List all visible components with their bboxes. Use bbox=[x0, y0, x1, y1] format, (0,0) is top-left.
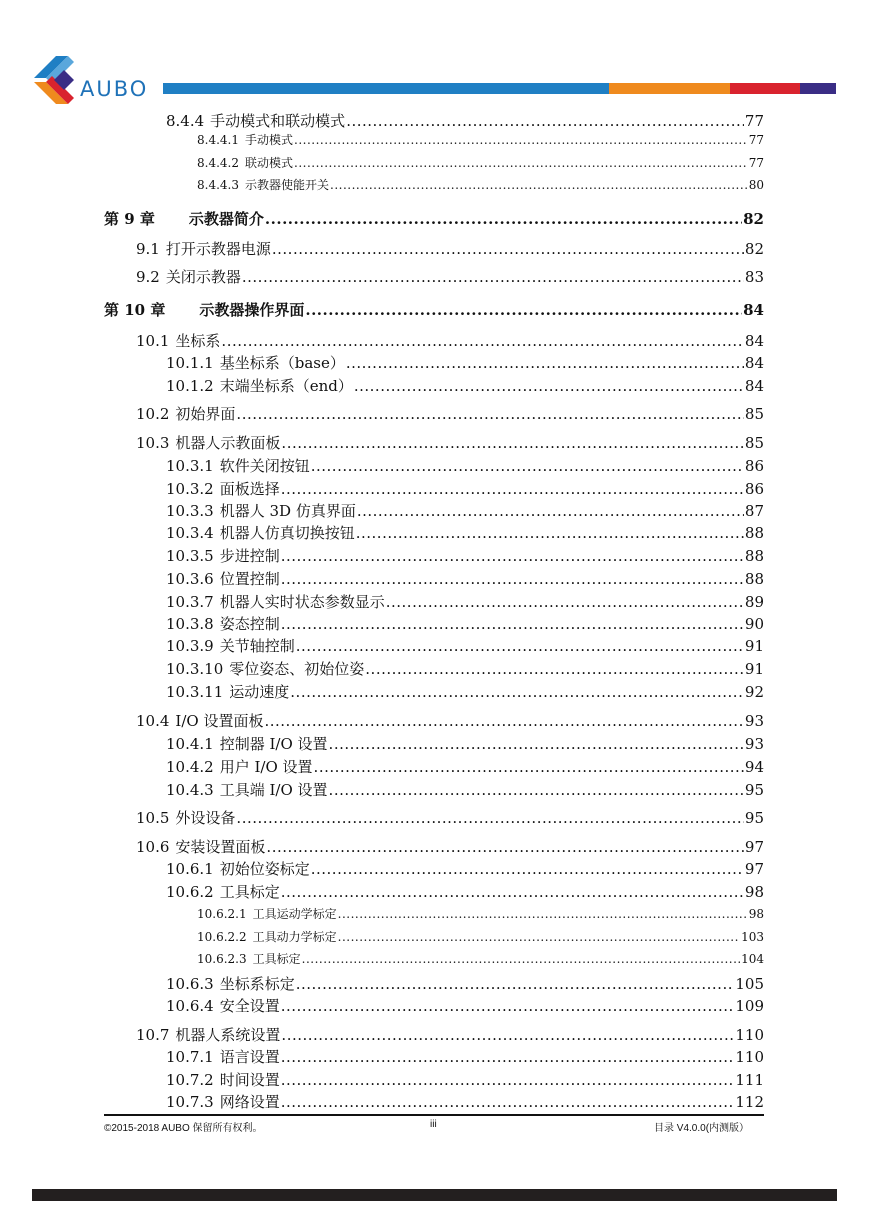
toc-entry-leader bbox=[338, 930, 740, 944]
toc-entry-number: 9.1 bbox=[136, 240, 160, 258]
toc-entry[interactable] bbox=[136, 710, 764, 731]
toc-entry-leader bbox=[354, 377, 744, 395]
toc-entry-leader bbox=[346, 354, 744, 372]
toc-entry-title: 面板选择 bbox=[219, 480, 280, 498]
toc-entry-page: 84 bbox=[744, 377, 764, 395]
toc-entry-number: 10.7 bbox=[136, 1026, 170, 1044]
toc-entry-leader bbox=[311, 860, 744, 878]
toc-entry[interactable] bbox=[197, 131, 764, 148]
toc-entry[interactable] bbox=[136, 432, 764, 453]
toc-entry-number: 第 10 章 bbox=[104, 301, 166, 319]
toc-entry-number: 10.4.1 bbox=[166, 735, 214, 753]
toc-entry-number: 10.7.3 bbox=[166, 1093, 214, 1111]
toc-entry-leader bbox=[281, 1026, 734, 1044]
toc-entry-title: 时间设置 bbox=[219, 1071, 280, 1089]
toc-entry-number: 10.3.6 bbox=[166, 570, 214, 588]
footer-copyright: ©2015-2018 AUBO 保留所有权利。 bbox=[104, 1123, 263, 1134]
toc-entry-number: 10.4.2 bbox=[166, 758, 214, 776]
toc-entry[interactable] bbox=[166, 613, 764, 634]
toc-entry-leader bbox=[338, 907, 748, 921]
toc-entry-leader bbox=[296, 637, 744, 655]
toc-entry-title: 打开示教器电源 bbox=[165, 240, 271, 258]
toc-entry-title: 软件关闭按钮 bbox=[219, 457, 310, 475]
toc-entry-leader bbox=[356, 524, 744, 542]
toc-entry-leader bbox=[264, 712, 743, 730]
toc-entry-page: 90 bbox=[744, 615, 764, 633]
toc-entry-leader bbox=[290, 683, 744, 701]
toc-entry[interactable] bbox=[166, 779, 764, 800]
toc-entry-page: 77 bbox=[744, 112, 764, 130]
toc-entry-page: 103 bbox=[741, 930, 764, 944]
toc-entry[interactable] bbox=[197, 176, 764, 193]
footer-rule bbox=[104, 1114, 764, 1116]
toc-entry[interactable] bbox=[166, 522, 764, 543]
toc-entry-title: 步进控制 bbox=[219, 547, 280, 565]
toc-entry-number: 8.4.4.2 bbox=[197, 156, 239, 170]
toc-entry-title: 示教器操作界面 bbox=[199, 301, 305, 319]
toc-entry-title: 工具动力学标定 bbox=[252, 930, 337, 944]
toc-entry-title: 网络设置 bbox=[219, 1093, 280, 1111]
toc-entry[interactable] bbox=[166, 995, 764, 1016]
toc-entry[interactable] bbox=[136, 238, 764, 259]
toc-entry-page: 83 bbox=[744, 268, 764, 286]
toc-entry-title: 示教器使能开关 bbox=[244, 178, 329, 192]
toc-entry-leader bbox=[311, 457, 744, 475]
toc-entry-number: 10.3.8 bbox=[166, 615, 214, 633]
toc-entry[interactable] bbox=[197, 950, 764, 967]
toc-entry-page: 105 bbox=[735, 975, 764, 993]
toc-entry-number: 10.3 bbox=[136, 434, 170, 452]
toc-entry-leader bbox=[329, 735, 744, 753]
toc-entry[interactable] bbox=[166, 1091, 764, 1112]
toc-entry-page: 85 bbox=[744, 405, 764, 423]
toc-entry-number: 10.6 bbox=[136, 838, 170, 856]
toc-entry-leader bbox=[281, 1093, 735, 1111]
toc-entry-title: 机器人仿真切换按钮 bbox=[219, 524, 355, 542]
toc-entry-page: 104 bbox=[741, 952, 764, 966]
toc-entry[interactable] bbox=[166, 1046, 764, 1067]
toc-entry-number: 10.3.4 bbox=[166, 524, 214, 542]
toc-entry-title: 工具标定 bbox=[219, 883, 280, 901]
toc-entry-number: 10.6.4 bbox=[166, 997, 214, 1015]
toc-entry-title: 外设设备 bbox=[175, 809, 236, 827]
toc-entry-title: 控制器 I/O 设置 bbox=[219, 735, 328, 753]
toc-entry-number: 10.4.3 bbox=[166, 781, 214, 799]
toc-entry-number: 10.6.2.1 bbox=[197, 907, 247, 921]
toc-entry-page: 95 bbox=[744, 781, 764, 799]
toc-entry-leader bbox=[281, 997, 735, 1015]
toc-entry-page: 93 bbox=[744, 735, 764, 753]
toc-entry-number: 10.5 bbox=[136, 809, 170, 827]
toc-entry-page: 86 bbox=[744, 457, 764, 475]
header-band-blue bbox=[163, 83, 609, 94]
brand-name: AUBO bbox=[80, 77, 149, 101]
toc-entry-page: 94 bbox=[744, 758, 764, 776]
toc-entry-page: 111 bbox=[735, 1071, 764, 1089]
toc-entry[interactable] bbox=[166, 635, 764, 656]
toc-entry-title: 初始界面 bbox=[175, 405, 236, 423]
toc-entry-title: 安全设置 bbox=[219, 997, 280, 1015]
toc-entry-title: 机器人 3D 仿真界面 bbox=[219, 502, 356, 520]
toc-entry-leader bbox=[281, 434, 743, 452]
toc-entry-page: 84 bbox=[744, 354, 764, 372]
toc-entry[interactable] bbox=[166, 110, 764, 131]
toc-entry-title: 工具标定 bbox=[252, 952, 301, 966]
toc-entry-title: 示教器简介 bbox=[188, 210, 264, 228]
toc-entry-page: 97 bbox=[744, 838, 764, 856]
toc-entry-leader bbox=[236, 405, 743, 423]
toc-entry[interactable] bbox=[166, 681, 764, 702]
toc-entry-leader bbox=[294, 156, 748, 170]
toc-entry-page: 110 bbox=[735, 1048, 764, 1066]
toc-entry-leader bbox=[294, 133, 748, 147]
toc-entry[interactable] bbox=[166, 375, 764, 396]
toc-entry-title: 工具端 I/O 设置 bbox=[219, 781, 328, 799]
toc-entry-leader bbox=[281, 883, 744, 901]
toc-entry-title: 坐标系标定 bbox=[219, 975, 295, 993]
toc-entry-leader bbox=[346, 112, 744, 130]
toc-entry-number: 10.6.1 bbox=[166, 860, 214, 878]
toc-entry-title: 初始位姿标定 bbox=[219, 860, 310, 878]
toc-entry-number: 10.3.10 bbox=[166, 660, 224, 678]
toc-entry-number: 10.1 bbox=[136, 332, 170, 350]
toc-entry-number: 10.3.11 bbox=[166, 683, 224, 701]
toc-entry-page: 91 bbox=[744, 660, 764, 678]
toc-entry-title: 联动模式 bbox=[244, 156, 293, 170]
toc-entry-page: 97 bbox=[744, 860, 764, 878]
toc-entry-leader bbox=[329, 781, 744, 799]
toc-entry-title: 关节轴控制 bbox=[219, 637, 295, 655]
toc-entry-page: 110 bbox=[735, 1026, 764, 1044]
toc-entry-leader bbox=[281, 547, 744, 565]
toc-entry-number: 10.3.7 bbox=[166, 593, 214, 611]
toc-entry-number: 10.7.1 bbox=[166, 1048, 214, 1066]
toc-entry[interactable] bbox=[104, 299, 764, 320]
toc-entry-leader bbox=[221, 332, 743, 350]
toc-entry[interactable] bbox=[166, 478, 764, 499]
toc-entry-page: 77 bbox=[748, 133, 764, 147]
toc-entry[interactable] bbox=[136, 403, 764, 424]
footer-doc-label: 目录 V4.0.0(内测版） bbox=[654, 1123, 750, 1134]
toc-entry-page: 88 bbox=[744, 547, 764, 565]
toc-entry-page: 87 bbox=[744, 502, 764, 520]
toc-entry-page: 82 bbox=[743, 210, 764, 228]
toc-entry-leader bbox=[302, 952, 740, 966]
toc-entry[interactable] bbox=[166, 500, 764, 521]
toc-entry[interactable] bbox=[136, 266, 764, 287]
toc-entry-page: 80 bbox=[748, 178, 764, 192]
toc-entry[interactable] bbox=[166, 881, 764, 902]
toc-entry-page: 98 bbox=[748, 907, 764, 921]
toc-entry-number: 8.4.4 bbox=[166, 112, 205, 130]
toc-entry-page: 88 bbox=[744, 524, 764, 542]
toc-entry-leader bbox=[242, 268, 744, 286]
toc-entry-leader bbox=[281, 480, 744, 498]
footer-page-number: iii bbox=[430, 1119, 437, 1130]
toc-entry-title: 姿态控制 bbox=[219, 615, 280, 633]
toc-entry-leader bbox=[272, 240, 744, 258]
header-band-red bbox=[730, 83, 800, 94]
toc-entry[interactable] bbox=[166, 591, 764, 612]
toc-entry-page: 92 bbox=[744, 683, 764, 701]
toc-entry-title: 手动模式 bbox=[244, 133, 293, 147]
toc-entry-leader bbox=[357, 502, 744, 520]
toc-entry-title: 机器人实时状态参数显示 bbox=[219, 593, 385, 611]
toc-entry-number: 10.3.3 bbox=[166, 502, 214, 520]
toc-entry[interactable] bbox=[197, 154, 764, 171]
toc-entry[interactable] bbox=[166, 733, 764, 754]
toc-entry-leader bbox=[281, 1048, 735, 1066]
toc-entry-leader bbox=[281, 1071, 735, 1089]
toc-entry-leader bbox=[236, 809, 743, 827]
toc-entry-leader bbox=[314, 758, 744, 776]
header-band-purple bbox=[800, 83, 836, 94]
toc-entry[interactable] bbox=[136, 807, 764, 828]
toc-entry-number: 10.3.5 bbox=[166, 547, 214, 565]
toc-entry[interactable] bbox=[166, 973, 764, 994]
toc-entry-page: 95 bbox=[744, 809, 764, 827]
toc-entry-leader bbox=[281, 615, 744, 633]
toc-entry-leader bbox=[281, 570, 744, 588]
toc-entry[interactable] bbox=[166, 455, 764, 476]
toc-entry-page: 84 bbox=[744, 332, 764, 350]
toc-entry-title: 基坐标系（base） bbox=[219, 354, 345, 372]
toc-entry-title: 语言设置 bbox=[219, 1048, 280, 1066]
toc-entry-page: 91 bbox=[744, 637, 764, 655]
toc-entry-page: 85 bbox=[744, 434, 764, 452]
toc-entry-number: 10.4 bbox=[136, 712, 170, 730]
toc-entry[interactable] bbox=[166, 1069, 764, 1090]
toc-entry[interactable] bbox=[166, 658, 764, 679]
toc-entry-title: 坐标系 bbox=[175, 332, 221, 350]
toc-entry-leader bbox=[386, 593, 744, 611]
toc-entry[interactable] bbox=[166, 858, 764, 879]
toc-entry-page: 89 bbox=[744, 593, 764, 611]
toc-entry-number: 8.4.4.3 bbox=[197, 178, 239, 192]
bottom-bar bbox=[32, 1189, 837, 1201]
toc-entry-number: 9.2 bbox=[136, 268, 160, 286]
toc-entry-title: 用户 I/O 设置 bbox=[219, 758, 313, 776]
toc-entry-page: 109 bbox=[735, 997, 764, 1015]
toc-entry-number: 10.7.2 bbox=[166, 1071, 214, 1089]
toc-entry[interactable] bbox=[136, 1024, 764, 1045]
toc-entry-page: 98 bbox=[744, 883, 764, 901]
header-band-orange bbox=[609, 83, 730, 94]
toc-entry-title: 安装设置面板 bbox=[175, 838, 266, 856]
toc-entry-title: 运动速度 bbox=[229, 683, 290, 701]
toc-entry-number: 10.3.2 bbox=[166, 480, 214, 498]
toc-entry[interactable] bbox=[136, 330, 764, 351]
toc-entry[interactable] bbox=[166, 352, 764, 373]
toc-entry-leader bbox=[365, 660, 744, 678]
toc-entry-title: 手动模式和联动模式 bbox=[210, 112, 346, 130]
toc-entry-page: 84 bbox=[743, 301, 764, 319]
toc-entry-number: 10.1.1 bbox=[166, 354, 214, 372]
toc-entry-title: 位置控制 bbox=[219, 570, 280, 588]
toc-entry-page: 86 bbox=[744, 480, 764, 498]
toc-entry-number: 10.6.3 bbox=[166, 975, 214, 993]
toc-entry-leader bbox=[305, 301, 742, 319]
toc-entry[interactable] bbox=[166, 756, 764, 777]
toc-entry-page: 77 bbox=[748, 156, 764, 170]
toc-entry[interactable] bbox=[166, 545, 764, 566]
toc-entry-leader bbox=[330, 178, 748, 192]
toc-entry-number: 8.4.4.1 bbox=[197, 133, 239, 147]
toc-entry[interactable] bbox=[136, 836, 764, 857]
toc-entry[interactable] bbox=[166, 568, 764, 589]
toc-entry-title: 零位姿态、初始位姿 bbox=[229, 660, 365, 678]
toc-entry-title: 末端坐标系（end） bbox=[219, 377, 353, 395]
toc-entry-title: 关闭示教器 bbox=[165, 268, 241, 286]
toc-entry[interactable] bbox=[104, 208, 764, 229]
toc-entry-page: 82 bbox=[744, 240, 764, 258]
toc-entry-title: 机器人示教面板 bbox=[175, 434, 281, 452]
toc-entry-number: 10.6.2.2 bbox=[197, 930, 247, 944]
toc-entry-leader bbox=[296, 975, 735, 993]
toc-entry-number: 10.2 bbox=[136, 405, 170, 423]
toc-entry-leader bbox=[265, 210, 742, 228]
toc-entry-number: 10.1.2 bbox=[166, 377, 214, 395]
toc-entry-leader bbox=[266, 838, 743, 856]
toc-entry-page: 112 bbox=[735, 1093, 764, 1111]
toc-entry[interactable] bbox=[197, 928, 764, 945]
toc-entry-number: 10.6.2 bbox=[166, 883, 214, 901]
toc-entry-page: 88 bbox=[744, 570, 764, 588]
toc-entry-number: 10.6.2.3 bbox=[197, 952, 247, 966]
toc-entry-number: 第 9 章 bbox=[104, 210, 155, 228]
toc-entry-title: 机器人系统设置 bbox=[175, 1026, 281, 1044]
toc-entry-number: 10.3.9 bbox=[166, 637, 214, 655]
toc-entry-number: 10.3.1 bbox=[166, 457, 214, 475]
toc-entry-title: 工具运动学标定 bbox=[252, 907, 337, 921]
toc-entry-page: 93 bbox=[744, 712, 764, 730]
toc-entry-title: I/O 设置面板 bbox=[175, 712, 264, 730]
toc-entry[interactable] bbox=[197, 905, 764, 922]
